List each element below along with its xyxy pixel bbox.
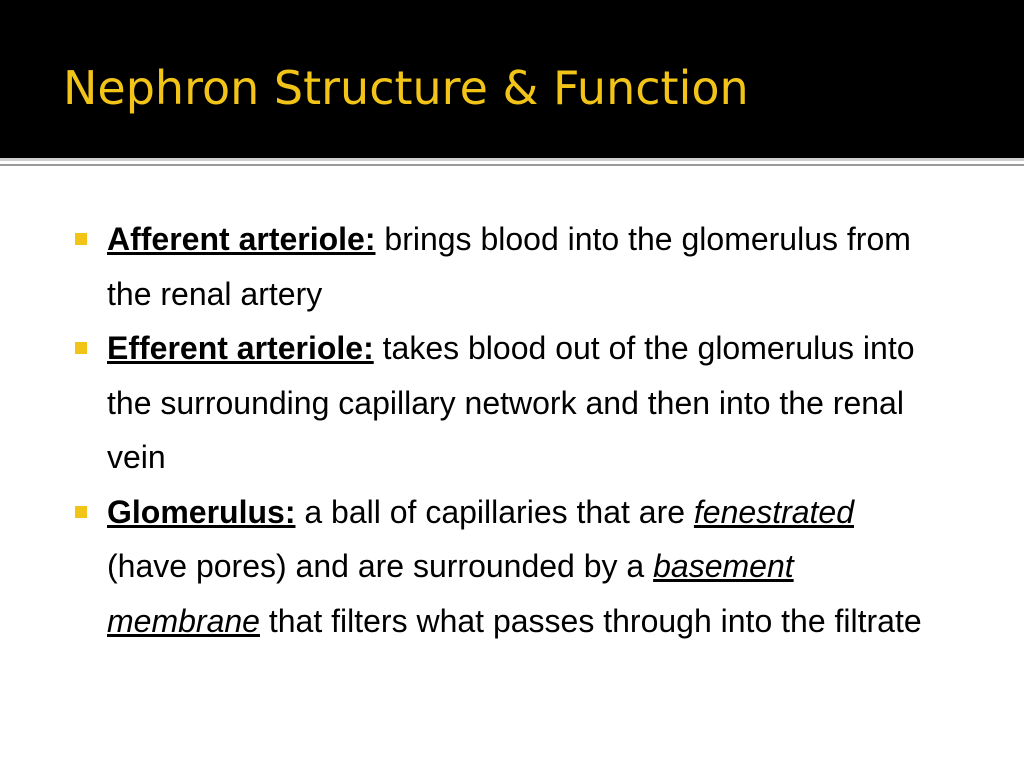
- bullet-term: Glomerulus:: [107, 493, 296, 530]
- slide-title: Nephron Structure & Function: [63, 61, 749, 115]
- bullet-text: that filters what passes through into the filtrate: [259, 602, 922, 639]
- bullet-text: takes blood out of the glomerulus into the surrounding capillary network and then into the renal vein: [107, 330, 915, 475]
- bullet-text: brings blood into the glomerulus from the renal artery: [107, 221, 911, 312]
- header-divider: [0, 158, 1024, 161]
- bullet-term: Afferent arteriole:: [107, 221, 376, 257]
- title-bar: [0, 0, 1024, 158]
- header-divider-secondary: [0, 164, 1024, 166]
- bullet-item-glomerulus: [0, 485, 937, 649]
- square-bullet-icon: [75, 233, 87, 245]
- bullet-item-efferent-arteriole: [0, 321, 937, 485]
- bullet-text: a ball of capillaries that are: [295, 493, 694, 530]
- bullet-item-afferent-arteriole: [0, 212, 937, 321]
- emphasized-term-basement-membrane: basement membrane: [107, 548, 794, 639]
- bullet-text: (have pores) and are surrounded by a: [107, 548, 654, 584]
- bullet-list: [0, 212, 1024, 648]
- square-bullet-icon: [75, 506, 87, 518]
- square-bullet-icon: [75, 342, 87, 354]
- bullet-term: Efferent arteriole:: [107, 330, 374, 366]
- emphasized-term-fenestrated: fenestrated: [693, 493, 855, 530]
